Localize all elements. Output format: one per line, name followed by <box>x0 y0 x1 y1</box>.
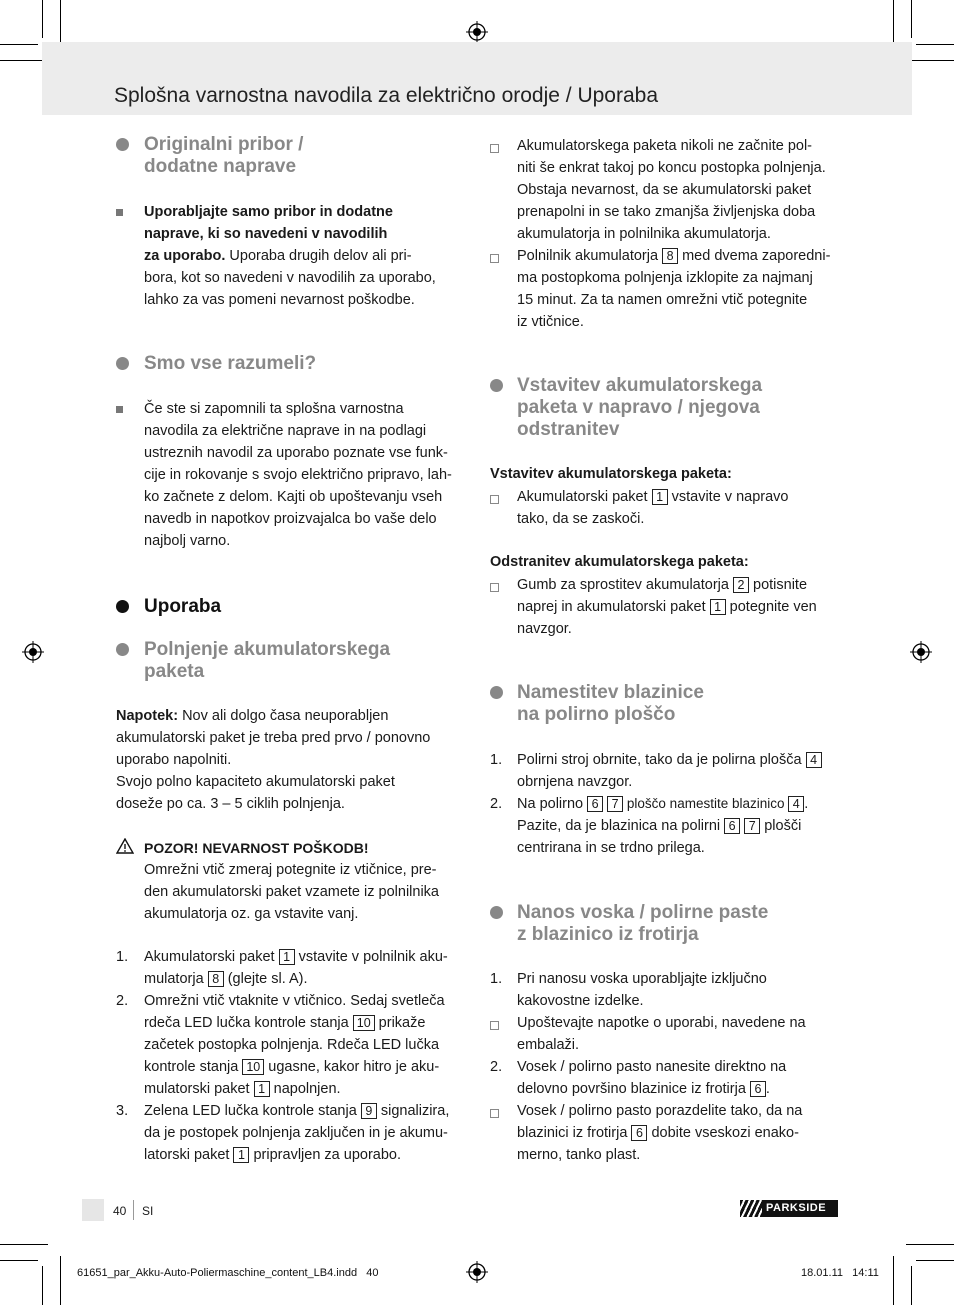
section-bullet-icon <box>490 686 503 699</box>
list-number: 2. <box>490 1059 503 1075</box>
crop-mark <box>60 1256 61 1305</box>
list-number: 2. <box>116 993 129 1009</box>
page-number: 40 <box>113 1204 127 1218</box>
subheading-remove: Odstranitev akumulatorskega paketa: <box>490 554 749 570</box>
section-title-wax: Nanos voska / polirne paste z blazinico iz frotirja <box>517 902 769 945</box>
crop-mark <box>906 1244 954 1245</box>
section-bullet-icon <box>116 643 129 656</box>
insert-text: Akumulatorski paket 1 vstavite v napravo tako, da se zaskoči. <box>517 489 789 527</box>
crop-mark <box>0 1260 38 1261</box>
crop-mark <box>0 44 38 45</box>
charging-step-1: Akumulatorski paket 1 vstavite v polnilnik aku- mulatorja 8 (glejte sl. A). <box>144 949 448 987</box>
wax-note-1: Upoštevajte napotke o uporabi, navedene na embalaži. <box>517 1015 806 1053</box>
checkbox-bullet-icon <box>490 495 499 504</box>
charging-step-2: Omrežni vtič vtaknite v vtičnico. Sedaj svetleča rdeča LED lučka kontrole stanja 10 prikaže začetek postopka polnjenja. Rdeča LED lučka kontrole stanja 10 ugasne, kakor hitro je aku- mulatorski paket 1 napolnjen. <box>144 993 445 1097</box>
wax-note-2: Vosek / polirno pasto porazdelite tako, da na blazinici iz frotirja 6 dobite vseskozi enako- merno, tanko plast. <box>517 1103 803 1163</box>
crop-mark <box>42 0 43 38</box>
pad-step-1: Polirni stroj obrnite, tako da je polirna plošča 4 obrnjena navzgor. <box>517 749 847 793</box>
brand-logo: PARKSIDE <box>740 1200 838 1217</box>
square-bullet-icon <box>116 406 123 413</box>
page-number-box <box>82 1199 104 1221</box>
section-bullet-icon <box>116 357 129 370</box>
square-bullet-icon <box>116 209 123 216</box>
registration-mark-icon <box>466 1261 488 1283</box>
slug-date: 18.01.11 14:11 <box>801 1267 879 1279</box>
pad-step-2: Na polirno 6 7 ploščo namestite blazinico 4 . Pazite, da je blazinica na polirni 6 7 plošči centrirana in se trdno prilega. <box>517 796 809 856</box>
section-bullet-icon <box>116 600 129 613</box>
section-bullet-icon <box>490 379 503 392</box>
list-number: 1. <box>116 949 129 965</box>
section-title-accessories: Originalni pribor / dodatne naprave <box>144 134 304 177</box>
warning-text: POZOR! NEVARNOST POŠKODB! Omrežni vtič zmeraj potegnite iz vtičnice, pre- den akumulatorski paket vzamete iz polnilnika akumulatorja oz. ga vstavite vanj. <box>144 840 439 922</box>
crop-mark <box>916 44 954 45</box>
registration-mark-icon <box>910 641 932 663</box>
list-number: 3. <box>116 1103 129 1119</box>
section-title-charging: Polnjenje akumulatorskega paketa <box>144 639 391 682</box>
warning-triangle-icon <box>116 838 134 854</box>
page-title: Splošna varnostna navodila za električno orodje / Uporaba <box>114 84 659 107</box>
checkbox-bullet-icon <box>490 1021 499 1030</box>
checkbox-bullet-icon <box>490 254 499 263</box>
footer-divider <box>133 1200 134 1220</box>
section-bullet-icon <box>490 906 503 919</box>
remove-text: Gumb za sprostitev akumulatorja 2 potisnite naprej in akumulatorski paket 1 potegnite ven navzgor. <box>517 577 817 637</box>
understood-text: Če ste si zapomnili ta splošna varnostna navodila za električne naprave in na podlagi ustreznih navodil za uporabo poznate vse funk- cije in rokovanje s svojo električno pripravo, lah- ko začnete z delom. Kajti ob upoštevanju vseh navedb in napotkov proizvajalca bo vaše delo najbolj varno. <box>144 401 452 549</box>
wax-step-1: Pri nanosu voska uporabljajte izključno kakovostne izdelke. <box>517 971 767 1009</box>
crop-mark <box>893 0 894 48</box>
list-number: 1. <box>490 752 503 768</box>
section-bullet-icon <box>116 138 129 151</box>
crop-mark <box>916 1260 954 1261</box>
checkbox-bullet-icon <box>490 583 499 592</box>
crop-mark <box>0 1244 48 1245</box>
section-title-pad: Namestitev blazinice na polirno ploščo <box>517 682 704 725</box>
charging-step-3: Zelena LED lučka kontrole stanja 9 signalizira, da je postopek polnjenja zaključen in je akumu- latorski paket 1 pripravljen za uporabo. <box>144 1103 450 1163</box>
crop-mark <box>893 1256 894 1305</box>
note-text: Napotek: Nov ali dolgo časa neuporabljen akumulatorski paket je treba pred prvo / ponovno uporabo napolniti. Svojo polno kapaciteto akumulatorski paket doseže po ca. 3 – 5 ciklih polnjenja. <box>116 708 431 812</box>
section-title-understood: Smo vse razumeli? <box>144 353 317 374</box>
registration-mark-icon <box>466 21 488 43</box>
registration-mark-icon <box>22 641 44 663</box>
charging-caution-1: Akumulatorskega paketa nikoli ne začnite pol- niti še enkrat takoj po koncu postopka polnjenja. Obstaja nevarnost, da se akumulatorski paket prenapolni in se tako zmanjša življenjska doba akumulatorja in polnilnika akumulatorja. <box>517 138 826 242</box>
crop-mark <box>60 0 61 48</box>
language-code: SI <box>142 1204 154 1218</box>
crop-mark <box>42 1266 43 1305</box>
section-title-insert-battery: Vstavitev akumulatorskega paketa v napravo / njegova odstranitev <box>517 375 763 440</box>
crop-mark <box>906 60 954 61</box>
list-number: 1. <box>490 971 503 987</box>
subheading-insert: Vstavitev akumulatorskega paketa: <box>490 466 732 482</box>
list-number: 2. <box>490 796 503 812</box>
slug-filename: 61651_par_Akku-Auto-Poliermaschine_content_LB4.indd 40 <box>77 1267 379 1279</box>
crop-mark <box>911 0 912 38</box>
charging-caution-2: Polnilnik akumulatorja 8 med dvema zaporedni- ma postopkoma polnjenja izklopite za najmanj 15 minut. Za ta namen omrežni vtič potegnite iz vtičnice. <box>517 248 831 330</box>
wax-step-2: Vosek / polirno pasto nanesite direktno na delovno površino blazinice iz frotirja 6 . <box>517 1059 787 1097</box>
section-title-usage: Uporaba <box>144 596 222 617</box>
checkbox-bullet-icon <box>490 1109 499 1118</box>
crop-mark <box>0 60 48 61</box>
checkbox-bullet-icon <box>490 144 499 153</box>
crop-mark <box>911 1266 912 1305</box>
accessories-text: Uporabljajte samo pribor in dodatne naprave, ki so navedeni v navodilih za uporabo. Uporaba drugih delov ali pri- bora, kot so navedeni v navodilih za uporabo, lahko za vas pomeni nevarnost poškodbe. <box>144 204 436 308</box>
